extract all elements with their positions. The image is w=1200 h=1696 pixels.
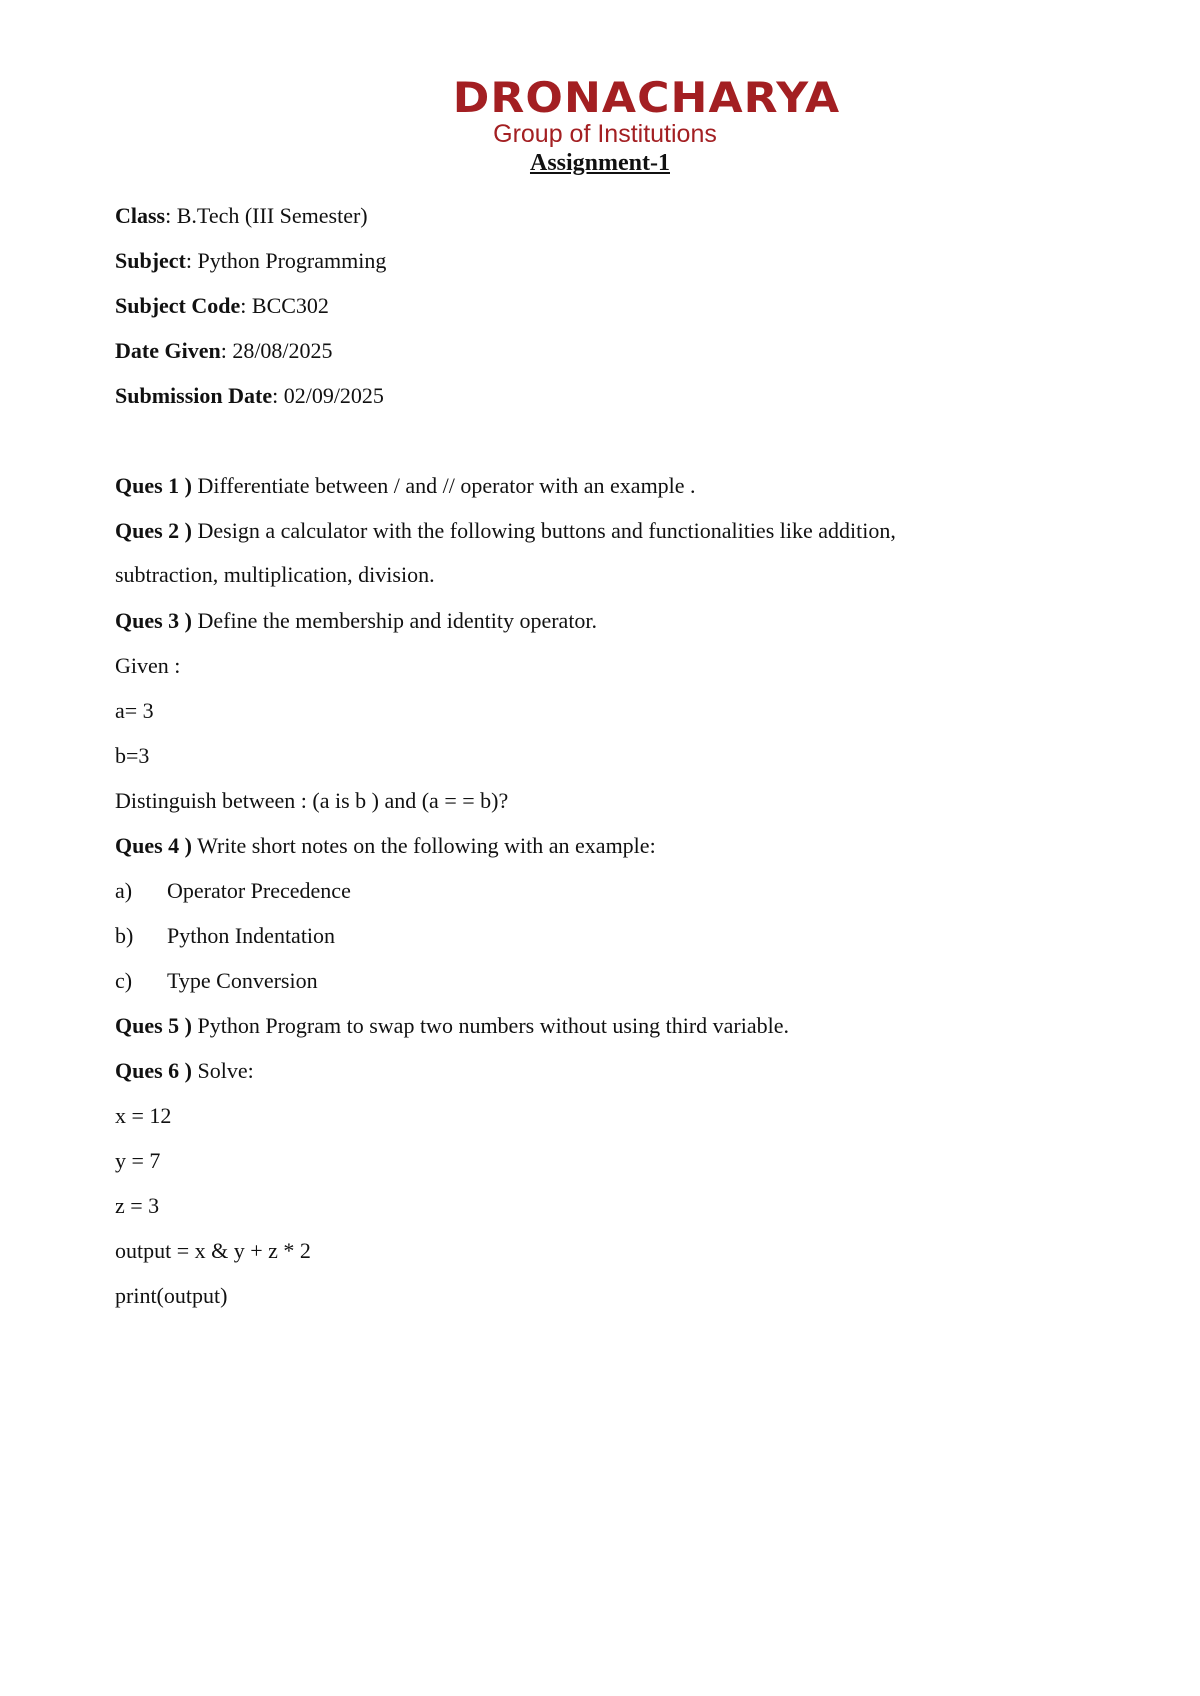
logo-subtitle: Group of Institutions xyxy=(493,120,717,148)
question-3-line: Given : xyxy=(115,653,181,678)
meta-subject-code: Subject Code: BCC302 xyxy=(115,293,329,318)
meta-subject: Subject: Python Programming xyxy=(115,248,387,273)
question-6-line: y = 7 xyxy=(115,1148,161,1173)
question-2: Ques 2 ) Design a calculator with the following buttons and functionalities like addition, xyxy=(115,518,896,543)
question-5: Ques 5 ) Python Program to swap two numbers without using third variable. xyxy=(115,1013,789,1038)
institution-logo xyxy=(452,73,841,148)
meta-date-given: Date Given: 28/08/2025 xyxy=(115,338,333,363)
page-title: Assignment-1 xyxy=(529,150,670,176)
question-6-line: output = x & y + z * 2 xyxy=(115,1238,311,1263)
meta-class: Class: B.Tech (III Semester) xyxy=(115,203,368,228)
question-2-continuation: subtraction, multiplication, division. xyxy=(115,562,435,587)
question-4-option: c) Type Conversion xyxy=(115,968,318,993)
question-3-line: b=3 xyxy=(115,743,150,768)
question-6-line: x = 12 xyxy=(115,1103,172,1128)
meta-submission-date: Submission Date: 02/09/2025 xyxy=(115,383,384,408)
question-6-line: z = 3 xyxy=(115,1193,160,1218)
question-4-option: a) Operator Precedence xyxy=(115,878,351,903)
question-3-line: a= 3 xyxy=(115,698,154,723)
question-6: Ques 6 ) Solve: xyxy=(115,1058,254,1083)
logo-name: DRONACHARYA xyxy=(452,73,841,122)
question-4: Ques 4 ) Write short notes on the following with an example: xyxy=(115,833,656,858)
question-4-option: b) Python Indentation xyxy=(115,923,336,948)
question-3-line: Distinguish between : (a is b ) and (a = = b)? xyxy=(115,788,509,813)
question-6-line: print(output) xyxy=(115,1283,228,1308)
question-3: Ques 3 ) Define the membership and identity operator. xyxy=(115,608,598,633)
question-1: Ques 1 ) Differentiate between / and // operator with an example . xyxy=(115,473,696,498)
